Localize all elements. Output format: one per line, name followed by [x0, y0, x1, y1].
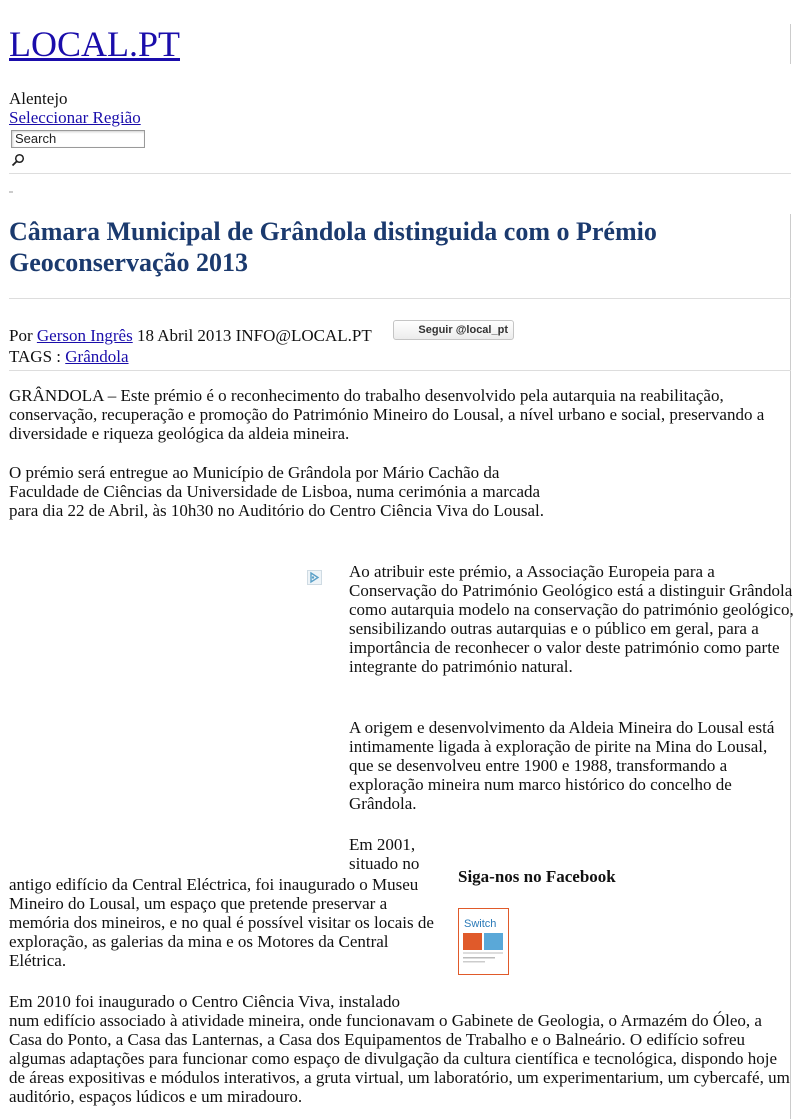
- article-paragraph: A origem e desenvolvimento da Aldeia Mineira do Lousal está intimamente ligada à exploração de pirite na Mina do Lousal, que se desenvolveu entre 1900 e 1988, transformando a exploração mineira num marco histórico do concelho de Grândola.: [349, 718, 775, 813]
- article-paragraph: Ao atribuir este prémio, a Associação Europeia para a Conservação do Património Geológico está a distinguir Grândola como autarquia modelo na conservação do património geológico, sensibilizando outras autarquias e o público em geral, para a importância de reconhecer o valor deste património como parte integrante do património natural.: [349, 562, 794, 676]
- byline-prefix: Por: [9, 326, 33, 345]
- article-paragraph-start: Em 2010 foi inaugurado o Centro Ciência Viva, instalado: [9, 992, 400, 1011]
- article-paragraph: antigo edifício da Central Eléctrica, foi inaugurado o Museu Mineiro do Lousal, um espaço que pretende preservar a memória dos mineiros, e no qual é possível visitar os locais de exploração, as galerias da mina e os Motores da Central Elétrica.: [9, 875, 434, 970]
- headline-divider: [9, 298, 791, 299]
- search-icon[interactable]: [11, 153, 25, 167]
- current-region: Alentejo: [9, 89, 68, 108]
- switch-logo[interactable]: [458, 908, 509, 975]
- article-headline: Câmara Municipal de Grândola distinguida com o Prémio Geoconservação 2013: [9, 217, 657, 277]
- article-paragraph-start: Em 2001, situado no: [349, 835, 420, 873]
- twitter-follow-button[interactable]: Seguir @local_pt: [393, 320, 514, 340]
- facebook-widget-title: Siga-nos no Facebook: [458, 867, 616, 886]
- tags-row: [9, 347, 129, 366]
- tags-label: TAGS :: [9, 347, 62, 366]
- article-paragraph: num edifício associado à atividade mineira, onde funcionavam o Gabinete de Geologia, o Armazém do Óleo, a Casa do Ponto, a Casa das Lanternas, a Casa dos Equipamentos de Trabalho e o Balneário. O edifício sofreu algumas adaptações para funcionar como espaço de divulgação da cultura científica e tecnológica, dispondo hoje de áreas expositivas e módulos interativos, a gruta virtual, um laboratório, um experimentarium, um cybercafé, um auditório, espaços lúdicos e um miradouro.: [9, 1011, 790, 1106]
- tag-link[interactable]: Grândola: [65, 347, 129, 366]
- article-paragraph: GRÂNDOLA – Este prémio é o reconhecimento do trabalho desenvolvido pela autarquia na reabilitação, conservação, recuperação e promoção do Património Mineiro do Lousal, a nível urbano e social, preservando a diversidade e riqueza geológica da aldeia mineira.: [9, 386, 765, 443]
- byline-divider: [9, 370, 791, 371]
- select-region-link[interactable]: Seleccionar Região: [9, 108, 141, 127]
- author-link[interactable]: Gerson Ingrês: [36, 326, 133, 345]
- right-border: [790, 24, 791, 64]
- article-source: INFO@LOCAL.PT: [235, 326, 372, 345]
- divider-mark: [9, 191, 13, 193]
- divider: [9, 173, 791, 174]
- article-date: 18 Abril 2013: [136, 326, 232, 345]
- article-paragraph: O prémio será entregue ao Município de Grândola por Mário Cachão da Faculdade de Ciências da Universidade de Lisboa, numa cerimónia a marcada para dia 22 de Abril, às 10h30 no Auditório do Centro Ciência Viva do Lousal.: [9, 463, 545, 520]
- switch-logo-graphic: [459, 909, 508, 974]
- byline: [9, 326, 372, 345]
- logo-text: Switch: [464, 918, 497, 930]
- adchoices-icon[interactable]: [307, 570, 322, 585]
- search-input[interactable]: Search: [11, 130, 145, 148]
- site-logo-link[interactable]: LOCAL.PT: [9, 24, 180, 64]
